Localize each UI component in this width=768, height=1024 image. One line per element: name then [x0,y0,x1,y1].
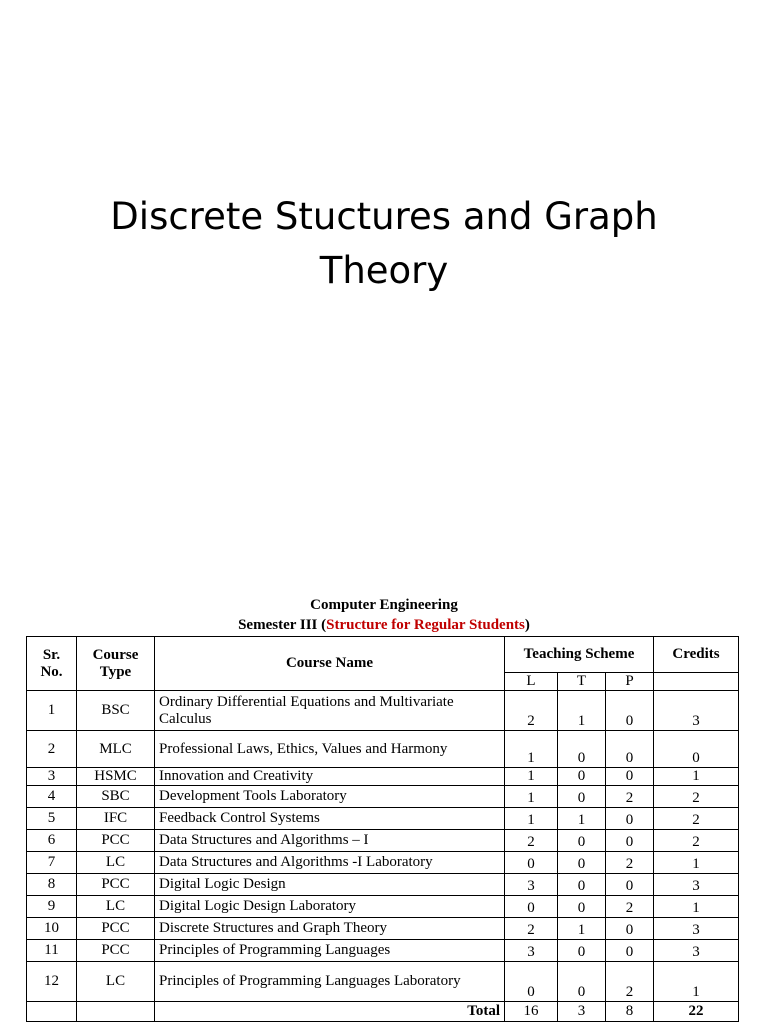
total-blank-type [77,1002,155,1022]
row-lecture: 3 [505,874,558,896]
row-practical: 0 [606,830,654,852]
row-practical: 2 [606,852,654,874]
row-sr: 4 [27,786,77,808]
row-course-type: LC [77,896,155,918]
course-table [26,636,739,1022]
semester-prefix: Semester III ( [238,617,327,633]
course-row [27,768,739,786]
total-blank-sr [27,1002,77,1022]
row-practical: 2 [606,786,654,808]
total-tutorial: 3 [558,1002,606,1022]
row-credits: 1 [654,962,739,1002]
table-heading-semester [0,615,768,635]
row-lecture: 0 [505,896,558,918]
row-tutorial: 0 [558,768,606,786]
row-sr: 8 [27,874,77,896]
row-practical: 0 [606,691,654,731]
row-lecture: 1 [505,768,558,786]
col-header-p: P [606,673,654,691]
row-course-type: PCC [77,940,155,962]
row-practical: 0 [606,768,654,786]
row-practical: 0 [606,918,654,940]
total-label: Total [155,1002,505,1022]
course-row [27,940,739,962]
course-row [27,962,739,1002]
row-course-name: Professional Laws, Ethics, Values and Harmony [155,731,505,768]
row-course-type: BSC [77,691,155,731]
total-practical: 8 [606,1002,654,1022]
row-sr: 1 [27,691,77,731]
row-credits: 1 [654,768,739,786]
col-header-sr: Sr. No. [27,637,77,691]
row-course-type: PCC [77,874,155,896]
col-header-name: Course Name [155,637,505,691]
course-table-body [27,691,739,1022]
row-course-name: Development Tools Laboratory [155,786,505,808]
row-credits: 2 [654,830,739,852]
row-course-type: IFC [77,808,155,830]
row-course-type: MLC [77,731,155,768]
semester-structure-label: Structure for Regular Students [326,617,525,633]
row-course-name: Principles of Programming Languages [155,940,505,962]
row-lecture: 0 [505,962,558,1002]
row-course-type: LC [77,852,155,874]
row-tutorial: 0 [558,874,606,896]
row-credits: 3 [654,940,739,962]
row-lecture: 1 [505,786,558,808]
row-course-type: HSMC [77,768,155,786]
row-tutorial: 0 [558,786,606,808]
row-tutorial: 0 [558,852,606,874]
col-header-t: T [558,673,606,691]
course-row [27,918,739,940]
row-sr: 6 [27,830,77,852]
row-course-name: Feedback Control Systems [155,808,505,830]
row-course-name: Innovation and Creativity [155,768,505,786]
col-header-credits: Credits [654,637,739,673]
col-header-l: L [505,673,558,691]
row-sr: 11 [27,940,77,962]
row-course-name: Digital Logic Design [155,874,505,896]
course-row [27,808,739,830]
row-lecture: 0 [505,852,558,874]
row-sr: 9 [27,896,77,918]
row-sr: 10 [27,918,77,940]
row-lecture: 3 [505,940,558,962]
total-credits: 22 [654,1002,739,1022]
row-tutorial: 1 [558,918,606,940]
row-course-name: Data Structures and Algorithms – I [155,830,505,852]
row-practical: 2 [606,962,654,1002]
row-practical: 0 [606,731,654,768]
row-credits: 1 [654,896,739,918]
course-row [27,731,739,768]
course-row [27,830,739,852]
slide-title: Discrete Stuctures and Graph Theory [110,195,658,292]
row-credits: 1 [654,852,739,874]
row-sr: 12 [27,962,77,1002]
row-tutorial: 1 [558,808,606,830]
row-sr: 5 [27,808,77,830]
total-row [27,1002,739,1022]
row-course-name: Discrete Structures and Graph Theory [155,918,505,940]
row-sr: 7 [27,852,77,874]
semester-suffix: ) [524,617,530,633]
row-course-name: Principles of Programming Languages Laboratory [155,962,505,1002]
row-lecture: 2 [505,691,558,731]
row-credits: 2 [654,786,739,808]
row-tutorial: 0 [558,731,606,768]
row-tutorial: 0 [558,830,606,852]
row-lecture: 1 [505,731,558,768]
row-credits: 2 [654,808,739,830]
table-heading-department: Computer Engineering [310,597,458,613]
row-tutorial: 0 [558,896,606,918]
row-lecture: 2 [505,918,558,940]
row-practical: 2 [606,896,654,918]
course-row [27,896,739,918]
row-course-type: PCC [77,918,155,940]
row-practical: 0 [606,808,654,830]
row-course-name: Data Structures and Algorithms -I Laboratory [155,852,505,874]
row-tutorial: 0 [558,940,606,962]
row-practical: 0 [606,940,654,962]
row-sr: 2 [27,731,77,768]
row-practical: 0 [606,874,654,896]
row-lecture: 1 [505,808,558,830]
row-credits: 3 [654,874,739,896]
col-header-type: Course Type [77,637,155,691]
col-header-credits-blank [654,673,739,691]
row-lecture: 2 [505,830,558,852]
row-course-type: LC [77,962,155,1002]
row-course-type: SBC [77,786,155,808]
course-row [27,691,739,731]
total-lecture: 16 [505,1002,558,1022]
row-course-name: Ordinary Differential Equations and Multivariate Calculus [155,691,505,731]
row-credits: 0 [654,731,739,768]
course-row [27,874,739,896]
row-tutorial: 1 [558,691,606,731]
col-header-teaching-scheme: Teaching Scheme [505,637,654,673]
row-course-type: PCC [77,830,155,852]
row-sr: 3 [27,768,77,786]
row-tutorial: 0 [558,962,606,1002]
table-header-row [27,637,739,673]
course-row [27,852,739,874]
row-credits: 3 [654,918,739,940]
row-course-name: Digital Logic Design Laboratory [155,896,505,918]
row-credits: 3 [654,691,739,731]
course-row [27,786,739,808]
